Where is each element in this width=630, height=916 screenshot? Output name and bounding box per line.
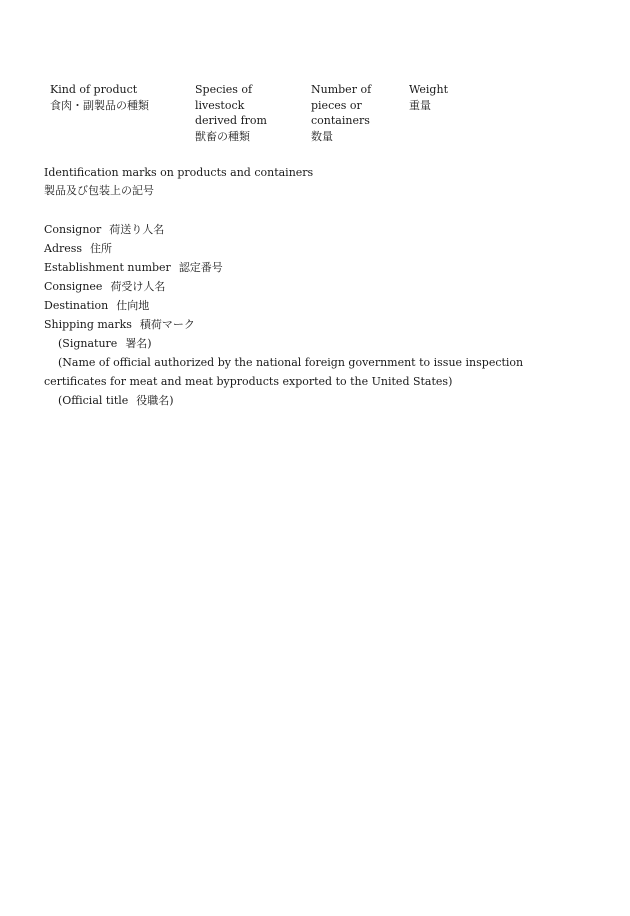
consignor-label-en: Consignor [44,223,102,236]
address-label-ja: 住所 [90,242,113,255]
kind-of-product-en: Kind of product [50,83,138,96]
kind-of-product-column [50,82,149,113]
consignor-row [44,220,604,239]
species-ja: 獣畜の種類 [195,129,250,143]
number-en-line3: containers [311,114,370,127]
signature-label-ja: 署名) [125,337,152,350]
establishment-label-en: Establishment number [44,261,171,274]
species-en-line2: livestock [195,98,245,112]
destination-row [44,296,604,315]
consignee-row [44,277,604,296]
shipping-marks-row [44,315,604,334]
species-column [195,82,267,144]
address-row [44,239,604,258]
number-en-line2: pieces or [311,98,362,112]
signature-label-en: (Signature [58,337,118,350]
address-label-en: Adress [44,242,83,255]
identification-en: Identification marks on products and containers [44,166,314,179]
official-name-note: (Name of official authorized by the national foreign government to issue inspection certificates for meat and meat byproducts exported to the United States) [44,356,524,388]
identification-marks [44,164,313,200]
species-en-line3: derived from [195,114,267,127]
shipping-marks-label-ja: 積荷マーク [139,318,195,331]
number-en-line1: Number of [311,83,372,96]
weight-en: Weight [409,83,448,96]
signature-row [44,334,604,353]
number-ja: 数量 [311,129,333,143]
kind-of-product-ja: 食肉・副製品の種類 [50,98,149,112]
official-title-label-ja: 役職名) [136,394,174,407]
destination-label-en: Destination [44,299,109,312]
official-title-label-en: (Official title [58,394,129,407]
identification-ja: 製品及び包装上の記号 [44,184,154,197]
official-title-row [44,391,604,410]
species-en-line1: Species of [195,83,253,96]
consignor-label-ja: 荷送り人名 [109,223,165,236]
consignee-label-en: Consignee [44,280,103,293]
destination-label-ja: 仕向地 [116,299,150,312]
establishment-row [44,258,604,277]
consignee-label-ja: 荷受け人名 [110,280,166,293]
shipment-fields [44,220,604,410]
shipping-marks-label-en: Shipping marks [44,318,132,331]
weight-ja: 重量 [409,98,431,112]
establishment-label-ja: 認定番号 [178,261,223,274]
weight-column [409,82,448,113]
number-column [311,82,371,144]
